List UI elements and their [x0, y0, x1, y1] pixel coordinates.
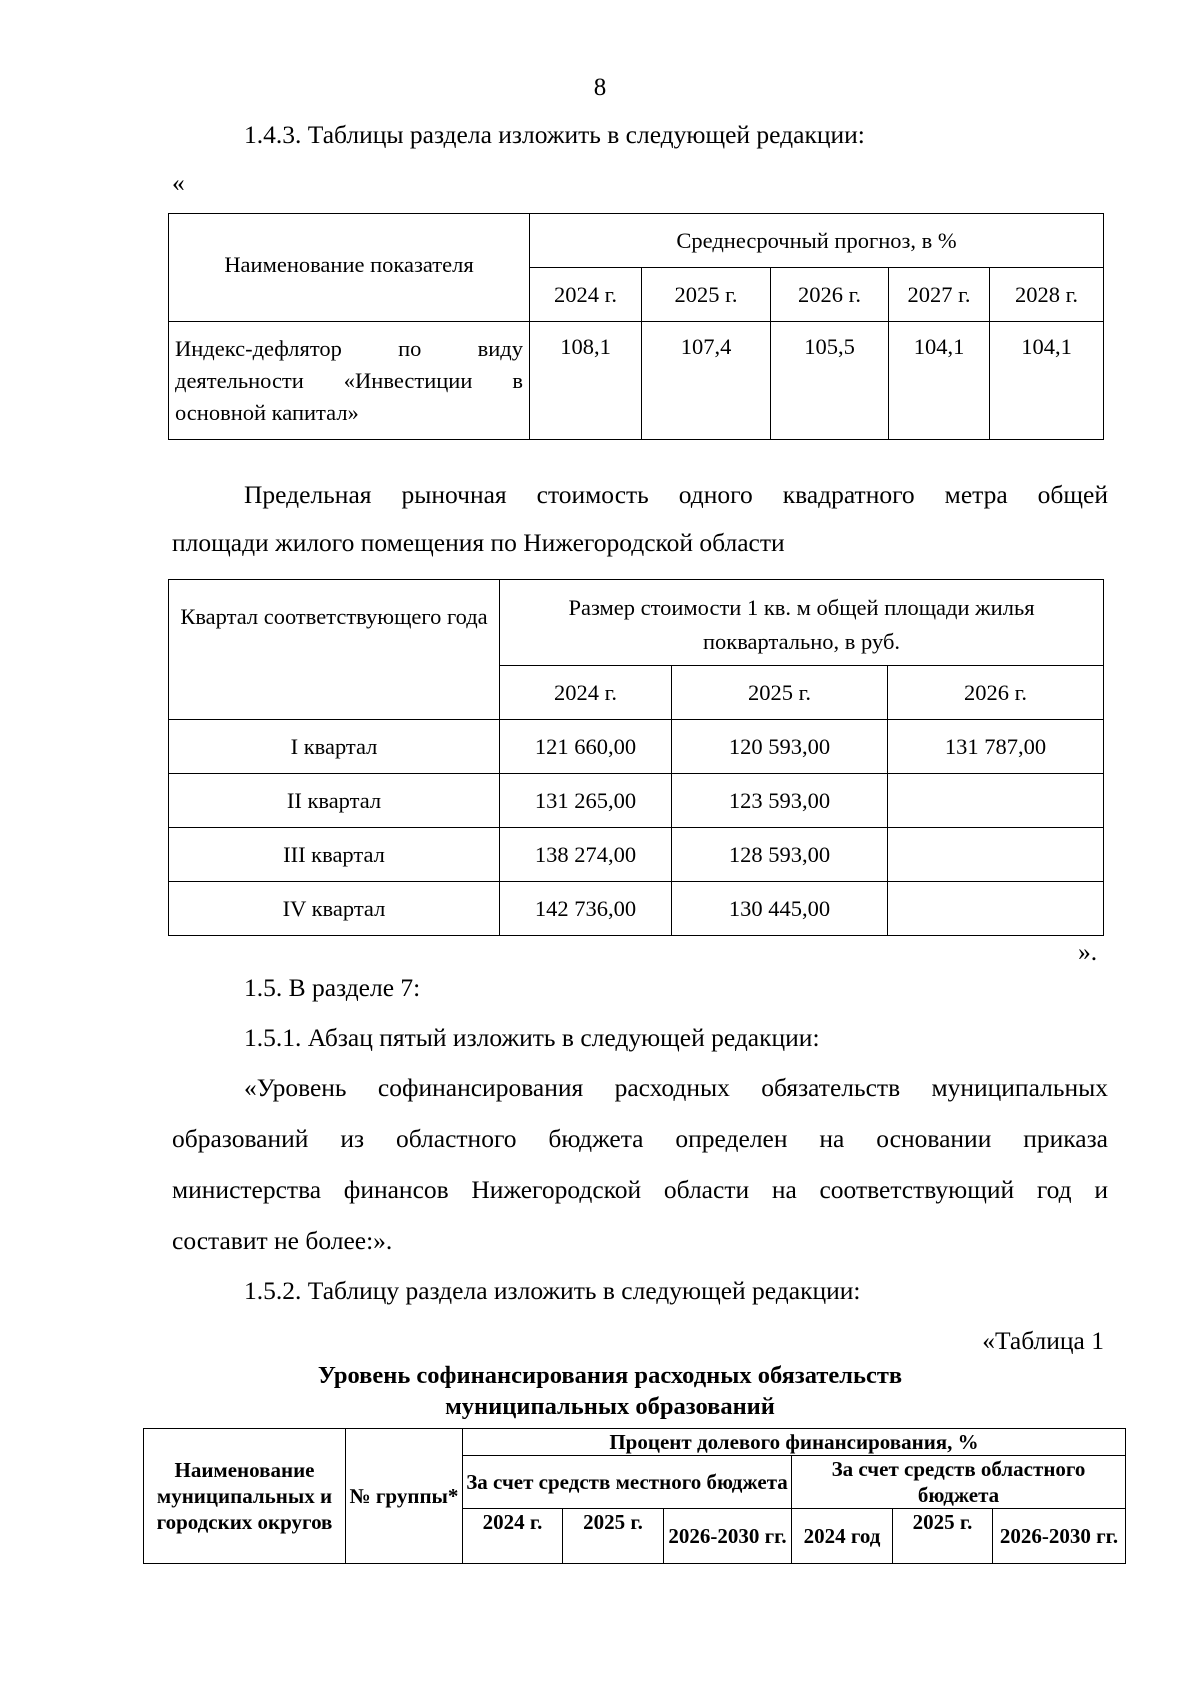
table-cell: 131 787,00 — [888, 720, 1104, 774]
table-row — [169, 720, 1104, 774]
header-municipality-name: Наименование муниципальных и городских округов — [144, 1429, 346, 1564]
table-title-line-2: муниципальных образований — [445, 1393, 775, 1420]
year-header: 2024 г. — [530, 268, 642, 322]
quarter-label: I квартал — [169, 720, 500, 774]
heading-line-2: площади жилого помещения по Нижегородской области — [172, 528, 785, 557]
paragraph-1-5-1: 1.5.1. Абзац пятый изложить в следующей редакции: — [244, 1023, 820, 1052]
year-header: 2025 г. — [672, 666, 888, 720]
year-header: 2024 г. — [500, 666, 672, 720]
heading-line-1: Предельная рыночная стоимость одного квадратного метра общей — [244, 480, 1108, 509]
table-cell: 128 593,00 — [672, 828, 888, 882]
paragraph-1-5: 1.5. В разделе 7: — [244, 973, 421, 1002]
year-header: 2025 г. — [642, 268, 771, 322]
year-header: 2026 г. — [771, 268, 889, 322]
year-header: 2027 г. — [889, 268, 990, 322]
year-header: 2026 г. — [888, 666, 1104, 720]
header-percent-financing: Процент долевого финансирования, % — [463, 1429, 1126, 1456]
year-header: 2025 г. — [563, 1509, 664, 1564]
table-cell: 108,1 — [530, 322, 642, 440]
row-label-deflator: Индекс-дефлятор по виду деятельности «Инвестиции в основной капитал» — [169, 322, 530, 440]
quarter-label: III квартал — [169, 828, 500, 882]
table-cell: 104,1 — [889, 322, 990, 440]
cofinancing-level-table — [143, 1428, 1126, 1564]
paragraph-line-2: образований из областного бюджета определен на основании приказа — [172, 1124, 1108, 1153]
page-number: 8 — [593, 74, 607, 101]
year-header: 2026-2030 гг. — [664, 1509, 792, 1564]
paragraph-line-1: «Уровень софинансирования расходных обязательств муниципальных — [244, 1073, 1108, 1102]
table-cell: 121 660,00 — [500, 720, 672, 774]
table-cell: 120 593,00 — [672, 720, 888, 774]
table-cell — [888, 774, 1104, 828]
table-row — [169, 882, 1104, 936]
header-regional-budget: За счет средств областного бюджета — [792, 1456, 1126, 1509]
table-cell: 107,4 — [642, 322, 771, 440]
year-header: 2026-2030 гг. — [993, 1509, 1126, 1564]
paragraph-1-5-2: 1.5.2. Таблицу раздела изложить в следующей редакции: — [244, 1276, 861, 1305]
quote-close: ». — [1078, 937, 1098, 966]
table-cell — [888, 882, 1104, 936]
year-header: 2024 год — [792, 1509, 893, 1564]
table-row — [169, 774, 1104, 828]
table-cell: 131 265,00 — [500, 774, 672, 828]
header-local-budget: За счет средств местного бюджета — [463, 1456, 792, 1509]
table-title-line-1: Уровень софинансирования расходных обязательств — [317, 1362, 903, 1389]
table-cell: 142 736,00 — [500, 882, 672, 936]
table-caption: «Таблица 1 — [982, 1326, 1104, 1355]
quarter-label: II квартал — [169, 774, 500, 828]
paragraph-1-4-3: 1.4.3. Таблицы раздела изложить в следующей редакции: — [244, 120, 865, 149]
table-cell: 104,1 — [990, 322, 1104, 440]
year-header: 2028 г. — [990, 268, 1104, 322]
year-header: 2024 г. — [463, 1509, 563, 1564]
table-cell: 123 593,00 — [672, 774, 888, 828]
paragraph-line-4: составит не более:». — [172, 1226, 393, 1255]
header-cost-size: Размер стоимости 1 кв. м общей площади жилья поквартально, в руб. — [500, 580, 1104, 666]
quarter-label: IV квартал — [169, 882, 500, 936]
table-row — [169, 828, 1104, 882]
table-cell: 105,5 — [771, 322, 889, 440]
quote-open: « — [172, 168, 185, 197]
deflator-index-table — [168, 213, 1104, 440]
header-indicator-name: Наименование показателя — [169, 214, 530, 322]
table-cell: 130 445,00 — [672, 882, 888, 936]
header-group-number: № группы* — [346, 1429, 463, 1564]
table-cell — [888, 828, 1104, 882]
year-header: 2025 г. — [893, 1509, 993, 1564]
price-per-sqm-table — [168, 579, 1104, 936]
header-quarter: Квартал соответствующего года — [169, 580, 500, 720]
paragraph-line-3: министерства финансов Нижегородской области на соответствующий год и — [172, 1175, 1108, 1204]
table-cell: 138 274,00 — [500, 828, 672, 882]
header-mid-term-forecast: Среднесрочный прогноз, в % — [530, 214, 1104, 268]
